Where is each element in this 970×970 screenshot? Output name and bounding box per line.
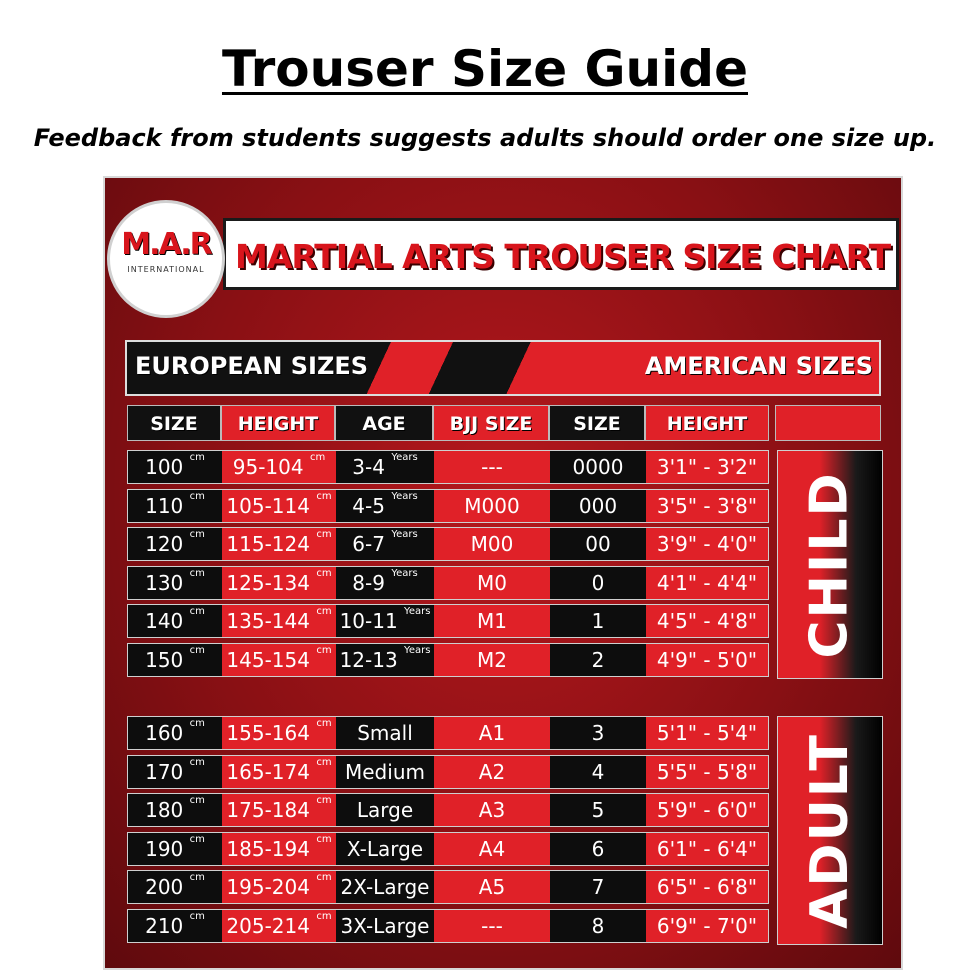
cell-us-size [550, 605, 646, 637]
cell-value: M000 [464, 493, 520, 518]
table-row [127, 870, 769, 904]
cell-us-height [646, 644, 768, 676]
cell-value: Medium [345, 759, 425, 784]
cell-age [336, 451, 434, 483]
cell-value: 1 [591, 609, 605, 634]
cell-value: --- [481, 914, 503, 938]
cell-bjj [434, 833, 550, 865]
cell-size [128, 490, 222, 522]
unit-label: cm [316, 795, 332, 807]
cell-us-size [550, 567, 646, 599]
cell-value: 8 [591, 914, 605, 938]
page-subtitle: Feedback from students suggests adults should order one size up. [33, 124, 937, 152]
cell-us-height [646, 490, 768, 522]
cell-us-size [550, 528, 646, 560]
cell-value: Large [356, 798, 414, 823]
cell-us-size [550, 756, 646, 788]
cell-value: 00 [585, 532, 611, 557]
cell-size [128, 833, 222, 865]
cell-us-size [550, 794, 646, 826]
cell-value: 3X-Large [340, 914, 430, 938]
unit-label: cm [189, 490, 205, 502]
logo-sub-text: INTERNATIONAL [127, 265, 205, 274]
col-header-age: AGE [335, 405, 433, 441]
cell-value: 5'1" - 5'4" [656, 721, 758, 745]
cell-value: A4 [478, 836, 506, 861]
cell-us-size [550, 451, 646, 483]
cell-age [336, 490, 434, 522]
unit-label: cm [189, 567, 205, 579]
cell-age [336, 717, 434, 749]
cell-value: 155-164 [226, 721, 310, 745]
cell-value: 2 [591, 648, 605, 672]
cell-size [128, 644, 222, 676]
cell-value: M2 [477, 648, 507, 672]
unit-label: Years [404, 606, 431, 618]
cell-us-height [646, 717, 768, 749]
cell-value: A3 [478, 798, 506, 823]
cell-us-height [646, 910, 768, 942]
cell-height [222, 871, 336, 903]
unit-label: Years [391, 567, 418, 579]
cell-bjj [434, 644, 550, 676]
cell-age [336, 528, 434, 560]
cell-value: 180 [145, 798, 184, 823]
cell-height [222, 490, 336, 522]
cell-size [128, 871, 222, 903]
cell-value: 4-5 [352, 493, 385, 518]
unit-label: cm [316, 645, 332, 656]
table-row [127, 489, 769, 523]
cell-value: 4 [591, 759, 605, 784]
unit-label: cm [189, 833, 205, 845]
unit-label: cm [189, 529, 205, 541]
cell-value: 140 [145, 609, 184, 634]
cell-size [128, 605, 222, 637]
brand-logo [107, 200, 225, 318]
page-title [0, 40, 970, 98]
cell-us-size [550, 910, 646, 942]
cell-us-height [646, 528, 768, 560]
adult-label-text: ADULT [800, 732, 861, 929]
european-sizes-label: EUROPEAN SIZES [135, 352, 369, 380]
cell-age [336, 756, 434, 788]
cell-value: 200 [145, 875, 184, 900]
cell-value: 5'9" - 6'0" [656, 798, 758, 823]
cell-value: 3 [591, 721, 605, 745]
american-sizes-label: AMERICAN SIZES [644, 352, 873, 380]
cell-value: 160 [145, 721, 184, 745]
unit-label: cm [316, 606, 332, 618]
cell-age [336, 871, 434, 903]
unit-label: cm [316, 718, 332, 729]
cell-bjj [434, 794, 550, 826]
table-row [127, 604, 769, 638]
cell-value: 2X-Large [340, 875, 430, 900]
unit-label: cm [316, 529, 332, 541]
cell-value: Small [357, 721, 413, 745]
col-header-height-us: HEIGHT [645, 405, 769, 441]
unit-label: cm [189, 606, 205, 618]
table-row [127, 450, 769, 484]
cell-value: 6 [591, 836, 605, 861]
table-row [127, 527, 769, 561]
cell-bjj [434, 451, 550, 483]
cell-us-height [646, 871, 768, 903]
unit-label: cm [309, 452, 326, 463]
cell-value: 8-9 [352, 570, 385, 595]
cell-value: 150 [145, 648, 184, 672]
cell-age [336, 910, 434, 942]
table-row [127, 755, 769, 789]
col-header-height-eu: HEIGHT [221, 405, 335, 441]
cell-value: 6-7 [352, 532, 385, 557]
unit-label: cm [316, 756, 332, 768]
col-header-size-eu: SIZE [127, 405, 221, 441]
col-header-blank [775, 405, 881, 441]
unit-label: cm [316, 490, 332, 502]
unit-label: cm [189, 795, 205, 807]
cell-us-height [646, 794, 768, 826]
unit-label: cm [189, 718, 205, 729]
cell-value: 195-204 [226, 875, 310, 900]
cell-value: 12-13 [339, 648, 398, 672]
cell-value: M0 [477, 570, 507, 595]
cell-value: 3'5" - 3'8" [656, 493, 758, 518]
cell-value: 95-104 [232, 455, 304, 479]
cell-bjj [434, 528, 550, 560]
unit-label: cm [316, 911, 332, 922]
cell-bjj [434, 605, 550, 637]
cell-value: 3'1" - 3'2" [656, 455, 758, 479]
cell-value: 3'9" - 4'0" [656, 532, 758, 557]
cell-size [128, 756, 222, 788]
logo-main-text: M.A.R [121, 227, 211, 262]
cell-value: 105-114 [226, 493, 310, 518]
cell-value: 6'1" - 6'4" [656, 836, 758, 861]
table-row [127, 909, 769, 943]
cell-bjj [434, 717, 550, 749]
unit-label: cm [189, 452, 205, 463]
cell-value: A5 [478, 875, 506, 900]
cell-size [128, 717, 222, 749]
cell-value: 165-174 [226, 759, 310, 784]
cell-age [336, 794, 434, 826]
cell-age [336, 605, 434, 637]
cell-size [128, 451, 222, 483]
unit-label: cm [316, 567, 332, 579]
cell-value: 205-214 [226, 914, 310, 938]
unit-label: cm [316, 833, 332, 845]
cell-age [336, 644, 434, 676]
col-header-size-us: SIZE [549, 405, 645, 441]
cell-height [222, 794, 336, 826]
cell-us-height [646, 451, 768, 483]
page-title-text: Trouser Size Guide [221, 40, 748, 98]
cell-height [222, 717, 336, 749]
cell-us-size [550, 717, 646, 749]
cell-value: 115-124 [226, 532, 310, 557]
cell-value: 175-184 [226, 798, 310, 823]
cell-age [336, 833, 434, 865]
unit-label: Years [391, 490, 418, 502]
cell-bjj [434, 567, 550, 599]
cell-us-height [646, 833, 768, 865]
cell-height [222, 567, 336, 599]
cell-size [128, 794, 222, 826]
chart-heading: MARTIAL ARTS TROUSER SIZE CHART [235, 237, 891, 276]
cell-value: 100 [145, 455, 184, 479]
child-group-label [777, 450, 883, 679]
cell-value: M00 [470, 532, 514, 557]
unit-label: cm [189, 872, 205, 884]
cell-age [336, 567, 434, 599]
cell-value: 6'9" - 7'0" [656, 914, 758, 938]
cell-height [222, 528, 336, 560]
cell-value: 000 [578, 493, 618, 518]
table-row [127, 716, 769, 750]
cell-us-size [550, 871, 646, 903]
cell-us-height [646, 756, 768, 788]
cell-height [222, 833, 336, 865]
cell-value: 120 [145, 532, 184, 557]
cell-value: A1 [478, 721, 506, 745]
cell-value: 4'5" - 4'8" [656, 609, 758, 634]
cell-height [222, 756, 336, 788]
table-row [127, 832, 769, 866]
cell-value: 7 [591, 875, 605, 900]
cell-value: 125-134 [226, 570, 310, 595]
cell-value: 130 [145, 570, 184, 595]
cell-height [222, 910, 336, 942]
table-row [127, 643, 769, 677]
cell-bjj [434, 490, 550, 522]
cell-value: M1 [477, 609, 507, 634]
cell-value: 4'9" - 5'0" [656, 648, 758, 672]
cell-us-size [550, 490, 646, 522]
cell-value: 170 [145, 759, 184, 784]
cell-value: 5'5" - 5'8" [656, 759, 758, 784]
unit-label: Years [391, 452, 418, 463]
cell-value: 0 [591, 570, 605, 595]
cell-value: 210 [145, 914, 184, 938]
table-row [127, 793, 769, 827]
cell-value: 3-4 [352, 455, 385, 479]
cell-value: 185-194 [226, 836, 310, 861]
cell-bjj [434, 871, 550, 903]
cell-value: 190 [145, 836, 184, 861]
size-chart-image [103, 176, 903, 970]
cell-size [128, 567, 222, 599]
cell-value: 110 [145, 493, 184, 518]
cell-size [128, 910, 222, 942]
cell-value: 145-154 [226, 648, 310, 672]
cell-bjj [434, 910, 550, 942]
cell-us-height [646, 605, 768, 637]
unit-label: Years [404, 645, 431, 656]
cell-us-size [550, 644, 646, 676]
adult-group-label [777, 716, 883, 945]
cell-value: 135-144 [226, 609, 310, 634]
cell-height [222, 644, 336, 676]
cell-bjj [434, 756, 550, 788]
child-label-text: CHILD [800, 470, 861, 659]
unit-label: cm [316, 872, 332, 884]
unit-label: cm [189, 645, 205, 656]
cell-us-size [550, 833, 646, 865]
unit-label: cm [189, 911, 205, 922]
cell-value: 0000 [572, 455, 624, 479]
cell-value: --- [481, 455, 503, 479]
cell-value: 4'1" - 4'4" [656, 570, 758, 595]
col-header-bjj-size: BJJ SIZE [433, 405, 549, 441]
cell-value: 6'5" - 6'8" [656, 875, 758, 900]
cell-height [222, 451, 336, 483]
cell-us-height [646, 567, 768, 599]
cell-size [128, 528, 222, 560]
cell-value: A2 [478, 759, 506, 784]
cell-height [222, 605, 336, 637]
cell-value: 10-11 [339, 609, 398, 634]
unit-label: Years [391, 529, 418, 541]
cell-value: 5 [591, 798, 605, 823]
cell-value: X-Large [346, 836, 424, 861]
unit-label: cm [189, 756, 205, 768]
table-row [127, 566, 769, 600]
